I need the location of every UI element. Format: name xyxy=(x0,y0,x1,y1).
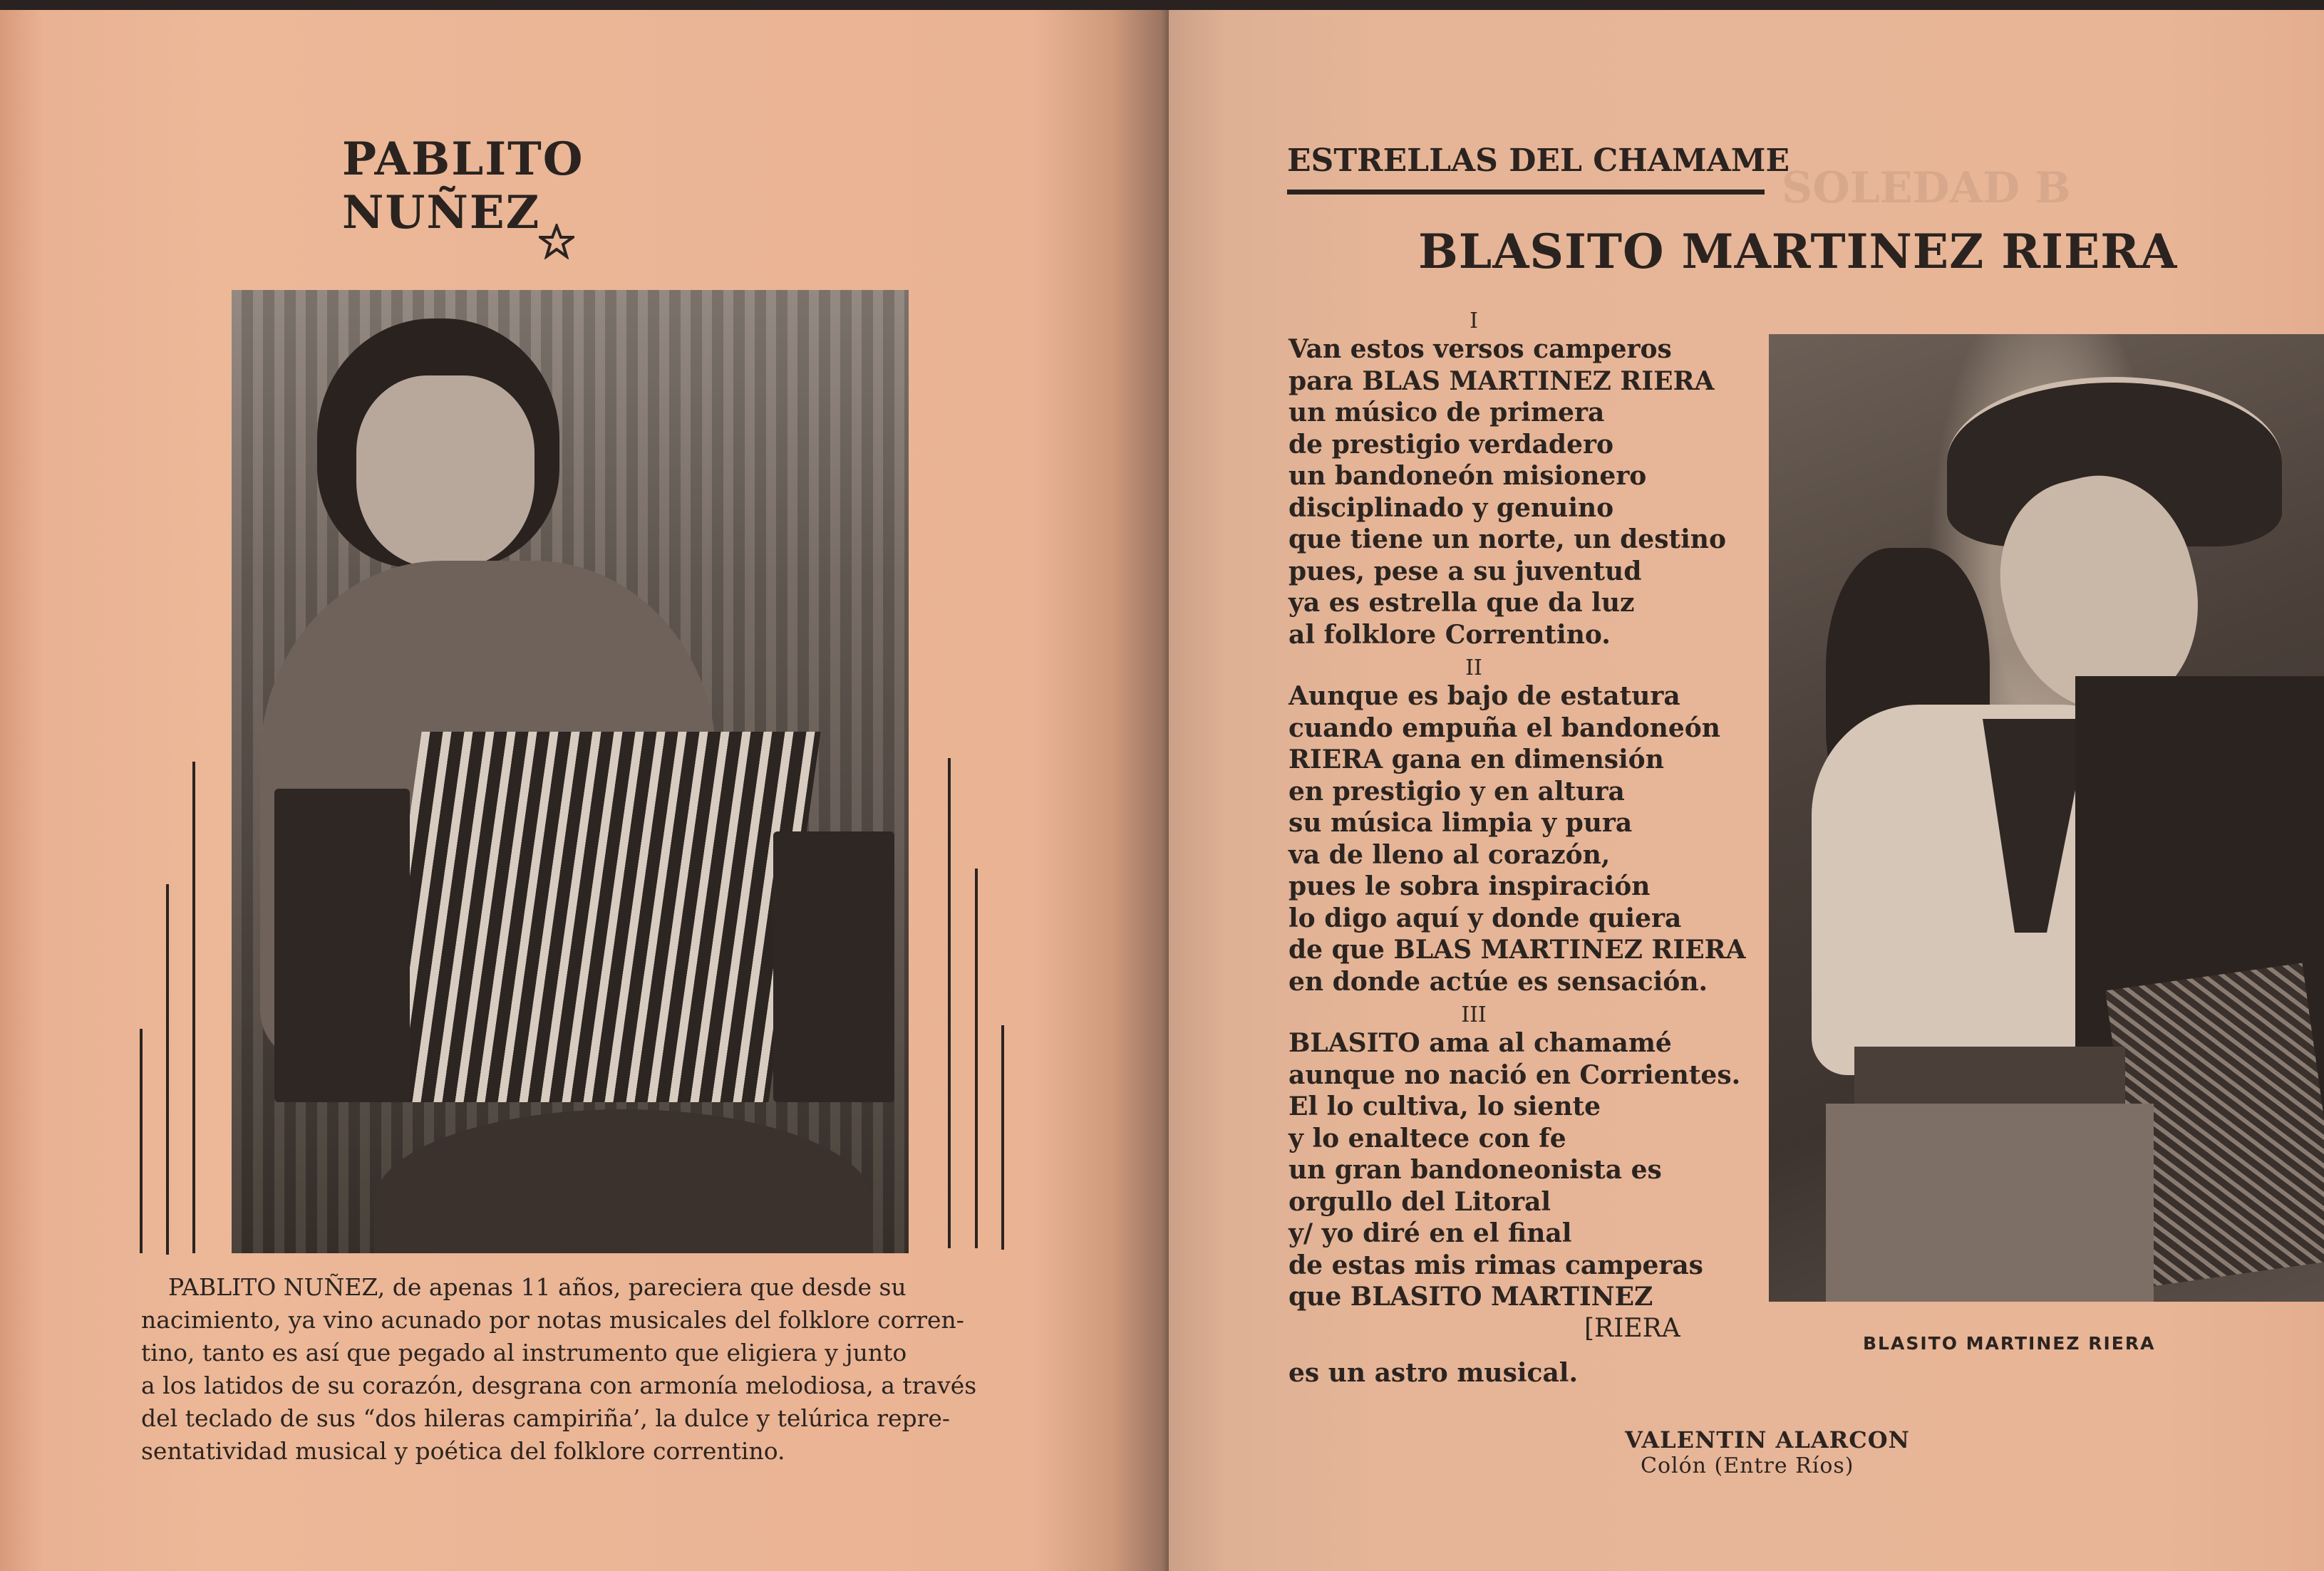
stanza-number: II xyxy=(1465,655,1482,680)
decorative-rule xyxy=(975,869,978,1248)
stanza-number: I xyxy=(1470,309,1478,333)
poem-line: Aunque es bajo de estatura xyxy=(1288,681,1680,711)
photo-figure-lap xyxy=(374,1109,873,1253)
poem-line: pues le sobra inspiración xyxy=(1288,871,1651,901)
poem-stanza xyxy=(1288,656,1773,997)
poem-line: en prestigio y en altura xyxy=(1288,776,1625,807)
poem-stanza xyxy=(1288,309,1773,650)
poem-line: de estas mis rimas camperas xyxy=(1288,1250,1703,1280)
bio-line: del teclado de sus “dos hileras campiriña’, la dulce y telúrica repre- xyxy=(141,1404,951,1432)
poem-author-place: Colón (Entre Ríos) xyxy=(1641,1453,1854,1478)
poem-line: un gran bandoneonista es xyxy=(1288,1155,1662,1185)
decorative-rule xyxy=(140,1029,143,1253)
poem-line: que BLASITO MARTINEZ xyxy=(1288,1282,1653,1312)
bio-line: nacimiento, ya vino acunado por notas musicales del folklore corren- xyxy=(141,1306,964,1334)
poem-line: RIERA gana en dimensión xyxy=(1288,745,1664,774)
bleed-through-text: SOLEDAD B xyxy=(1782,163,2071,213)
poem-line: para BLAS MARTINEZ RIERA xyxy=(1288,365,1715,396)
poem-line: un bandoneón misionero xyxy=(1288,461,1647,491)
decorative-rule xyxy=(166,884,169,1255)
poem-line: BLASITO ama al chamamé xyxy=(1288,1028,1672,1058)
poem-line-continuation: [RIERA xyxy=(1584,1313,1680,1343)
page-title: PABLITO NUÑEZ xyxy=(342,133,584,239)
photo-caption: BLASITO MARTINEZ RIERA xyxy=(1863,1333,2156,1354)
poem-line: su música limpia y pura xyxy=(1288,808,1633,838)
poem-line: cuando empuña el bandoneón xyxy=(1288,712,1720,743)
photo-blasito-martinez-riera xyxy=(1769,334,2324,1302)
bio-line: PABLITO NUÑEZ, de apenas 11 años, pareciera que desde su xyxy=(168,1273,907,1301)
poem-line: disciplinado y genuino xyxy=(1288,492,1614,523)
poem-line: va de lleno al corazón, xyxy=(1288,839,1611,870)
poem-line: un músico de primera xyxy=(1288,398,1605,427)
poem-line: de prestigio verdadero xyxy=(1288,429,1613,460)
poem-author: VALENTIN ALARCON xyxy=(1625,1426,1910,1453)
poem-line: de que BLAS MARTINEZ RIERA xyxy=(1288,935,1746,965)
book-spread xyxy=(0,10,2324,1571)
poem-line: aunque no nació en Corrientes. xyxy=(1288,1059,1741,1090)
poem-line: y/ yo diré en el final xyxy=(1288,1218,1572,1248)
stanza-number: III xyxy=(1461,1002,1487,1027)
poem-line: en donde actúe es sensación. xyxy=(1288,966,1708,997)
section-header-underline xyxy=(1287,190,1765,195)
poem-line: lo digo aquí y donde quiera xyxy=(1288,903,1682,933)
poem-line: y lo enaltece con fe xyxy=(1288,1123,1566,1153)
star-outline-icon xyxy=(539,224,574,259)
photo-accordion-left-board xyxy=(274,789,410,1102)
scan-top-edge xyxy=(0,0,2324,10)
poem-line: pues, pese a su juventud xyxy=(1288,556,1642,586)
poem-line: ya es estrella que da luz xyxy=(1288,588,1635,618)
poem-line: al folklore Correntino. xyxy=(1288,619,1611,650)
poem-line: Van estos versos camperos xyxy=(1288,334,1672,364)
decorative-rule xyxy=(948,758,951,1248)
poem-line: que tiene un norte, un destino xyxy=(1288,524,1726,554)
photo-pablito-nunez xyxy=(232,290,909,1253)
page-title: BLASITO MARTINEZ RIERA xyxy=(1418,224,2178,279)
decorative-rule xyxy=(1001,1025,1004,1250)
poem-line: orgullo del Litoral xyxy=(1288,1186,1551,1217)
poem xyxy=(1288,309,1773,1395)
decorative-rule xyxy=(192,762,195,1253)
bio-line: a los latidos de su corazón, desgrana con armonía melodiosa, a través xyxy=(141,1372,977,1399)
poem-stanza xyxy=(1288,1003,1773,1389)
photo-figure-belt xyxy=(1854,1047,2125,1104)
bio-paragraph xyxy=(141,1271,1060,1468)
section-header: ESTRELLAS DEL CHAMAME xyxy=(1287,142,1790,179)
poem-line: El lo cultiva, lo siente xyxy=(1288,1092,1601,1121)
poem-final-line: es un astro musical. xyxy=(1288,1358,1578,1388)
photo-accordion-right-board xyxy=(773,831,894,1102)
photo-figure-face xyxy=(356,375,534,568)
photo-figure-trousers xyxy=(1826,1104,2154,1302)
bio-line: tino, tanto es así que pegado al instrumento que eligiera y junto xyxy=(141,1339,907,1367)
bio-line: sentatividad musical y poética del folklore correntino. xyxy=(141,1437,785,1465)
photo-accordion-bellows xyxy=(369,732,820,1102)
left-page xyxy=(0,10,1169,1571)
